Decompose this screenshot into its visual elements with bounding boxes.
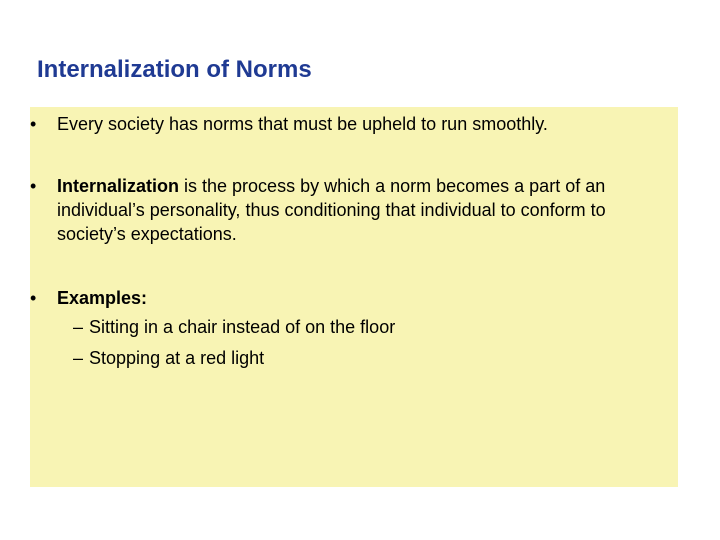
slide-title: Internalization of Norms bbox=[37, 56, 312, 83]
bullet-marker: • bbox=[30, 114, 37, 134]
sub-item-chair bbox=[73, 315, 395, 339]
examples-heading: Examples: bbox=[57, 288, 148, 308]
sub-item-text: Stopping at a red light bbox=[89, 348, 265, 368]
dash-marker: – bbox=[73, 317, 84, 337]
sub-item-red-light bbox=[73, 346, 264, 370]
definition-text: is the process by which a norm becomes a part of an individual’s personality, thus conditioning that individual to conform to society’s expectations. bbox=[57, 176, 606, 244]
bullet-marker: • bbox=[30, 176, 37, 196]
bold-term: Internalization bbox=[57, 176, 180, 196]
bullet-text: Every society has norms that must be upheld to run smoothly. bbox=[57, 114, 548, 134]
dash-marker: – bbox=[73, 348, 84, 368]
sub-item-text: Sitting in a chair instead of on the floor bbox=[89, 317, 396, 337]
bullet-text bbox=[57, 174, 672, 246]
bullet-marker: • bbox=[30, 288, 37, 308]
